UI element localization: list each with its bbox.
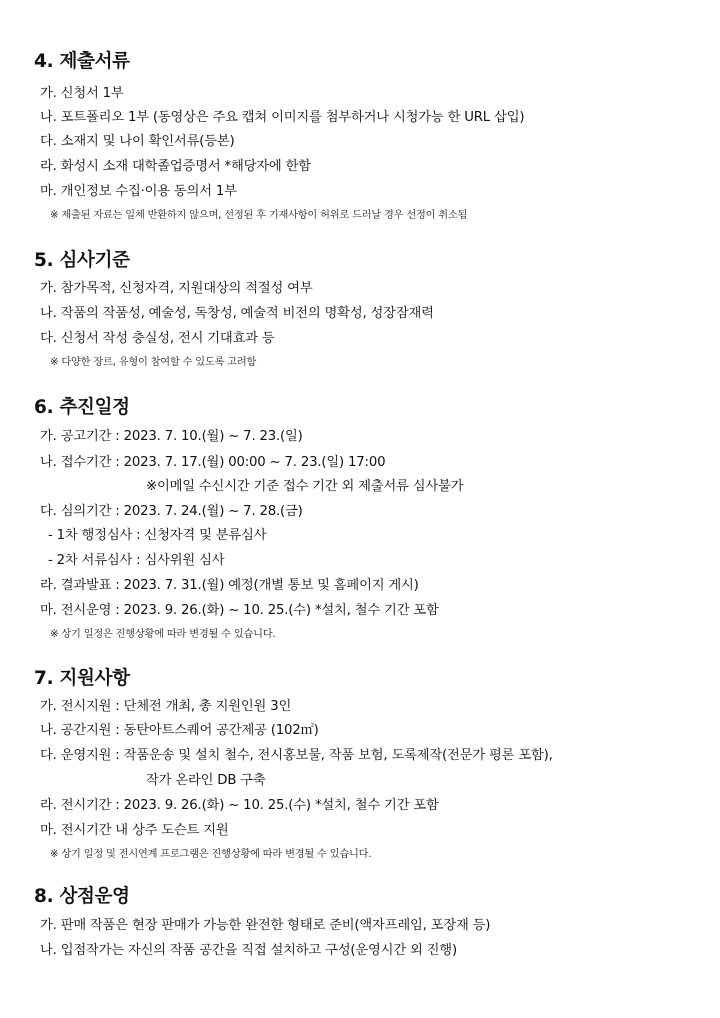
section-8-item-ga: 가. 판매 작품은 현장 판매가 가능한 완전한 형태로 준비(액자프레임, 포장재 등) bbox=[40, 918, 491, 933]
section-6-sub-admin-review: - 1차 행정심사 : 신청자격 및 분류심사 bbox=[48, 528, 267, 543]
section-8-heading: 8. 상점운영 bbox=[34, 886, 130, 907]
section-8-item-na: 나. 입점작가는 자신의 작품 공간을 직접 설치하고 구성(운영시간 외 진행) bbox=[40, 943, 457, 958]
section-5-heading: 5. 심사기준 bbox=[34, 250, 130, 271]
section-5-note: ※ 다양한 장르, 유형이 참여할 수 있도록 고려함 bbox=[50, 357, 257, 368]
section-6-sub-document-review: - 2차 서류심사 : 심사위원 심사 bbox=[48, 553, 225, 568]
section-4-item-ma: 마. 개인정보 수집·이용 동의서 1부 bbox=[40, 184, 237, 199]
section-7-heading: 7. 지원사항 bbox=[34, 668, 130, 689]
section-6-item-ga: 가. 공고기간 : 2023. 7. 10.(월) ~ 7. 23.(일) bbox=[40, 429, 303, 444]
section-5-item-ga: 가. 참가목적, 신청자격, 지원대상의 적절성 여부 bbox=[40, 281, 313, 296]
section-5-item-na: 나. 작품의 작품성, 예술성, 독창성, 예술적 비전의 명확성, 성장잠재력 bbox=[40, 306, 434, 321]
section-5-item-da: 다. 신청서 작성 충실성, 전시 기대효과 등 bbox=[40, 331, 275, 346]
section-7-note: ※ 상기 일정 및 전시연계 프로그램은 진행상황에 따라 변경될 수 있습니다. bbox=[50, 849, 372, 860]
section-6-item-da: 다. 심의기간 : 2023. 7. 24.(월) ~ 7. 28.(금) bbox=[40, 504, 303, 519]
section-7-item-da: 다. 운영지원 : 작품운송 및 설치 철수, 전시홍보물, 작품 보험, 도록제작(전문가 평론 포함), bbox=[40, 748, 553, 763]
section-7-item-da-cont: 작가 온라인 DB 구축 bbox=[146, 773, 266, 788]
section-7-item-ma: 마. 전시기간 내 상주 도슨트 지원 bbox=[40, 823, 229, 838]
section-7-item-na: 나. 공간지원 : 동탄아트스퀘어 공간제공 (102㎡) bbox=[40, 723, 319, 738]
section-4-heading: 4. 제출서류 bbox=[34, 51, 130, 72]
section-4-item-ga: 가. 신청서 1부 bbox=[40, 86, 124, 101]
section-6-email-note: ※이메일 수신시간 기준 접수 기간 외 제출서류 심사불가 bbox=[146, 479, 464, 494]
section-7-item-ra: 라. 전시기간 : 2023. 9. 26.(화) ~ 10. 25.(수) *설치, 철수 기간 포함 bbox=[40, 798, 439, 813]
section-6-item-ma: 마. 전시운영 : 2023. 9. 26.(화) ~ 10. 25.(수) *설치, 철수 기간 포함 bbox=[40, 603, 439, 618]
section-4-item-na: 나. 포트폴리오 1부 (동영상은 주요 캡쳐 이미지를 첨부하거나 시청가능 한 URL 삽입) bbox=[40, 110, 525, 125]
section-6-item-ra: 라. 결과발표 : 2023. 7. 31.(월) 예정(개별 통보 및 홈페이지 게시) bbox=[40, 578, 419, 593]
section-6-heading: 6. 추진일정 bbox=[34, 397, 130, 418]
section-7-item-ga: 가. 전시지원 : 단체전 개최, 총 지원인원 3인 bbox=[40, 699, 292, 714]
section-6-note: ※ 상기 일정은 진행상황에 따라 변경될 수 있습니다. bbox=[50, 629, 276, 640]
section-4-item-da: 다. 소재지 및 나이 확인서류(등본) bbox=[40, 134, 235, 149]
section-6-item-na: 나. 접수기간 : 2023. 7. 17.(월) 00:00 ~ 7. 23.(일) 17:00 bbox=[40, 455, 386, 470]
section-4-note: ※ 제출된 자료는 일체 반환하지 않으며, 선정된 후 기재사항이 허위로 드러날 경우 선정이 취소됨 bbox=[50, 210, 468, 221]
section-4-item-ra: 라. 화성시 소재 대학졸업증명서 *해당자에 한함 bbox=[40, 159, 311, 174]
